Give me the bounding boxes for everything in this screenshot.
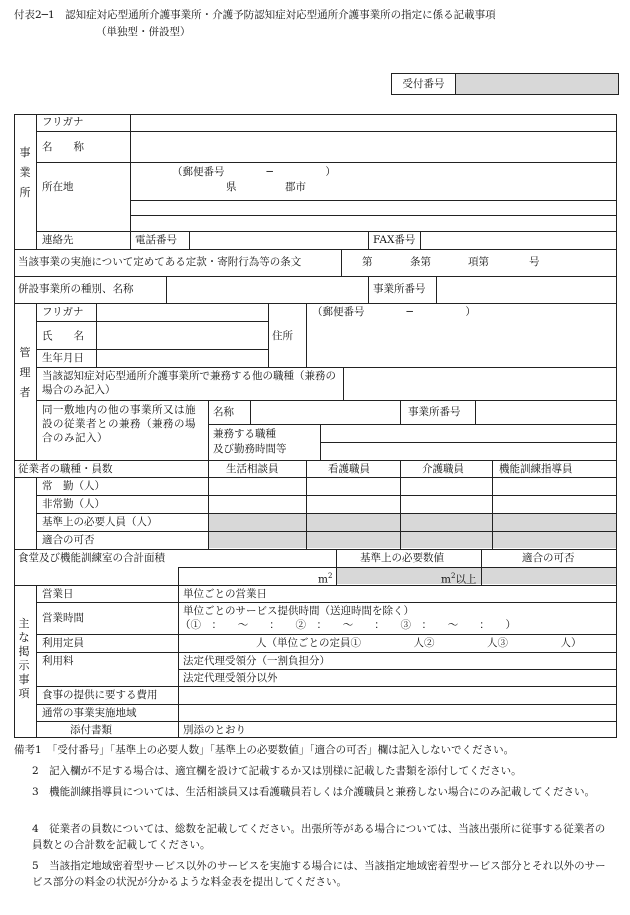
business-days-label: 営業日 (42, 588, 74, 600)
meal-field[interactable] (179, 687, 616, 703)
manager-section-label: 管理者 (19, 346, 31, 399)
articles-gou: 号 (529, 256, 540, 268)
office-fax-label: FAX番号 (373, 234, 416, 246)
attachment-label: 添付書類 (70, 724, 112, 736)
business-days-value: 単位ごとの営業日 (183, 588, 267, 600)
office-furigana-label: フリガナ (42, 116, 84, 128)
main-items-section-label: 主な掲示事項 (18, 617, 30, 700)
manager-same-site-job-label: 兼務する職種 (213, 428, 276, 440)
office-address-label: 所在地 (42, 181, 74, 193)
business-hours-value: 単位ごとのサービス提供時間（送迎時間を除く） (183, 605, 414, 617)
office-fax-field[interactable] (421, 232, 616, 248)
business-hours-label: 営業時間 (42, 612, 84, 624)
receipt-label: 受付番号 (392, 74, 456, 94)
manager-same-site-number-field[interactable] (476, 401, 616, 423)
fee-legal-label: 法定代理受領分（一割負担分） (183, 655, 330, 667)
room-area-label: 食堂及び機能訓練室の合計面積 (18, 552, 165, 564)
manager-furigana-field[interactable] (97, 304, 267, 320)
capacity-value: 人（単位ごとの定員① 人② 人③ 人） (256, 637, 582, 649)
area-label: 通常の事業実施地域 (42, 707, 137, 719)
staff-count-fields[interactable] (209, 478, 616, 512)
fee-label: 利用料 (42, 655, 74, 667)
office-name-label: 名 称 (42, 141, 84, 153)
note-4: 4 従業者の員数については、総数を記載してください。出張所等がある場合については、当該出張所に従事する従業者の員数との合計数を記載してください。 (32, 823, 606, 851)
note-2: 2 記入欄が不足する場合は、適宜欄を設けて記載するか又は別様に記載した書類を添付してください。 (32, 765, 522, 777)
staff-row-conformity: 適合の可否 (42, 534, 95, 546)
fee-other-label: 法定代理受領分以外 (183, 672, 278, 684)
manager-same-site-number-label: 事業所番号 (408, 406, 461, 418)
manager-furigana-label: フリガナ (42, 306, 84, 318)
staff-row-parttime: 非常勤（人） (42, 498, 105, 510)
articles-label: 当該事業の実施について定めてある定款・寄附行為等の条文 (18, 256, 302, 268)
articles-kou: 項第 (468, 256, 489, 268)
manager-same-site-name-label: 名称 (213, 406, 234, 418)
business-hours-pattern: （① ： 〜 ： ② ： 〜 ： ③ ： 〜 ： ） (180, 619, 516, 631)
staff-col-caregiver: 介護職員 (422, 463, 464, 475)
manager-name-field[interactable] (97, 322, 267, 348)
capacity-field[interactable] (179, 635, 254, 651)
manager-name-label: 氏 名 (42, 330, 84, 342)
staff-row-fulltime: 常 勤（人） (42, 480, 105, 492)
staff-row-required: 基準上の必要人員（人） (42, 516, 158, 528)
office-city-label: 郡市 (285, 181, 306, 193)
office-phone-field[interactable] (190, 232, 367, 248)
room-standard-label: 基準上の必要数値 (360, 552, 444, 564)
office-postal-label: （郵便番号 ─ ） (172, 166, 336, 178)
manager-same-site-name-field[interactable] (251, 401, 399, 423)
note-5: 5 当該指定地域密着型サービス以外のサービスを実施する場合には、当該指定地域密着型サービス部分とそれ以外のサービス部分の料金の状況が分かるような料金表を提出してください。 (32, 860, 606, 888)
office-furigana-field[interactable] (131, 115, 616, 131)
room-area-field[interactable] (179, 568, 313, 584)
room-standard-unit: $m^2$以上 (441, 572, 477, 586)
note-1: 備考1 「受付番号」「基準上の必要人数」「基準上の必要数値」「適合の可否」欄は記入しないでください。 (14, 744, 515, 756)
room-conformity-label: 適合の可否 (522, 552, 575, 564)
attachment-value: 別添のとおり (183, 724, 246, 736)
form-subtitle: （単独型・併設型） (96, 26, 191, 38)
manager-concurrent-job-label: 当該認知症対応型通所介護事業所で兼務する他の職種（兼務の場合のみ記入） (42, 370, 336, 396)
room-admin-shade (337, 568, 616, 584)
office-prefecture-label: 県 (226, 181, 237, 193)
room-area-unit: $m^2$ (318, 572, 333, 586)
receipt-number-field (456, 74, 618, 94)
office-address-field[interactable] (131, 163, 616, 199)
staff-col-trainer: 機能訓練指導員 (499, 463, 573, 475)
annex-label: 併設事業所の種別、名称 (18, 283, 134, 295)
manager-address-label: 住所 (272, 330, 293, 342)
manager-birth-label: 生年月日 (42, 352, 84, 364)
manager-same-site-label: 同一敷地内の他の事業所又は施設の従業者との兼務（兼務の場合のみ記入） (42, 404, 196, 444)
manager-concurrent-job-field[interactable] (344, 368, 616, 399)
manager-same-site-job-field[interactable] (321, 425, 616, 459)
area-field[interactable] (179, 705, 616, 720)
staff-col-nurse: 看護職員 (328, 463, 370, 475)
staff-header: 従業者の職種・員数 (18, 463, 113, 475)
annex-office-number-label: 事業所番号 (373, 283, 426, 295)
manager-postal-label: （郵便番号 ─ ） (312, 306, 476, 318)
meal-label: 食事の提供に要する費用 (42, 689, 158, 701)
office-phone-label: 電話番号 (135, 234, 177, 246)
office-contact-label: 連絡先 (42, 234, 74, 246)
articles-jou: 条第 (410, 256, 431, 268)
manager-same-site-hours-label: 及び勤務時間等 (213, 443, 287, 455)
form-title: 付表2─1 認知症対応型通所介護事業所・介護予防認知症対応型通所介護事業所の指定に係る記載事項 (14, 9, 496, 21)
manager-birth-field[interactable] (97, 350, 267, 366)
articles-dai: 第 (362, 256, 373, 268)
annex-name-field[interactable] (167, 277, 367, 302)
annex-office-number-field[interactable] (437, 277, 616, 302)
staff-col-counselor: 生活相談員 (226, 463, 279, 475)
office-section-label: 事業所 (19, 146, 31, 199)
note-3: 3 機能訓練指導員については、生活相談員又は看護職員若しくは介護職員と兼務しない場合にのみ記載してください。 (32, 786, 595, 798)
capacity-label: 利用定員 (42, 637, 84, 649)
office-name-field[interactable] (131, 132, 616, 161)
manager-address-field[interactable] (307, 320, 616, 366)
receipt-box (391, 73, 619, 95)
